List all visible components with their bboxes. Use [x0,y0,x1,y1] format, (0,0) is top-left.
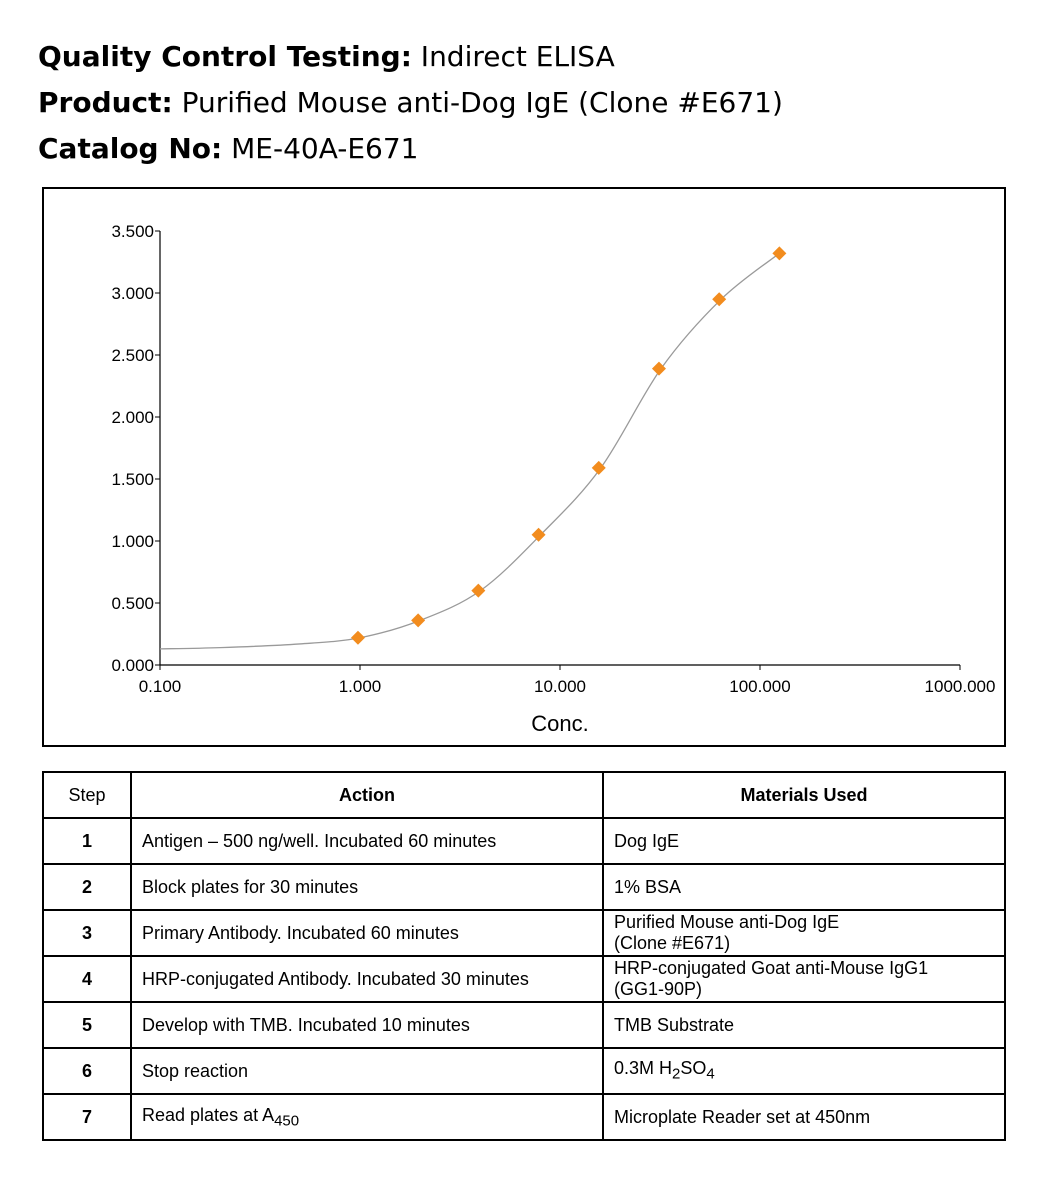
materials-cell [603,818,1005,864]
action-cell: Primary Antibody. Incubated 60 minutes [131,910,603,956]
materials-text: HRP-conjugated Goat anti-Mouse IgG1 [614,958,929,978]
table-row [43,1094,1005,1140]
action-text: Read plates at A [142,1104,275,1125]
materials-text: Purified Mouse anti-Dog IgE [614,912,840,932]
data-point [772,246,786,260]
x-tick-label: 0.100 [138,677,182,696]
table-row [43,864,1005,910]
materials-text-2: (GG1-90P) [614,979,703,999]
y-tick-label: 2.000 [111,408,154,427]
materials-text-2: SO [680,1057,707,1078]
materials-text: 1% BSA [614,876,682,897]
y-tick-label: 0.500 [111,594,154,613]
action-header: Action [131,772,603,818]
action-cell: HRP-conjugated Antibody. Incubated 30 minutes [131,956,603,1002]
action-subscript: 450 [274,1112,300,1130]
subscript-2: 4 [706,1065,715,1083]
y-tick-label: 3.000 [111,284,154,303]
table-row [43,1048,1005,1094]
fit-curve [160,253,779,649]
x-tick-label: 1000.000 [924,677,996,696]
step-cell: 2 [43,864,131,910]
protocol-table [42,771,1006,1141]
testing-label: Quality Control Testing: [38,40,412,73]
table-row [43,956,1005,1002]
catalog-label: Catalog No: [38,132,223,165]
materials-cell [603,1048,1005,1094]
x-tick-label: 1.000 [338,677,382,696]
chart-svg [44,189,1004,745]
table-row [43,1002,1005,1048]
y-tick-label: 1.000 [111,532,154,551]
data-point [712,292,726,306]
y-tick-label: 3.500 [111,222,154,241]
materials-cell [603,910,1005,956]
data-point [411,613,425,627]
materials-cell [603,1094,1005,1140]
y-tick-label: 0.000 [111,656,154,675]
y-tick-label: 1.500 [111,470,154,489]
table-header-row [43,772,1005,818]
step-cell: 6 [43,1048,131,1094]
action-cell: Antigen – 500 ng/well. Incubated 60 minutes [131,818,603,864]
x-tick-label: 100.000 [729,677,791,696]
step-cell: 3 [43,910,131,956]
x-tick-label: 10.000 [534,677,586,696]
x-axis-title: Conc. [531,711,589,736]
materials-cell [603,1002,1005,1048]
action-cell [131,1094,603,1140]
step-cell: 7 [43,1094,131,1140]
y-tick-label: 2.500 [111,346,154,365]
materials-text: 0.3M H [614,1057,673,1078]
step-cell: 4 [43,956,131,1002]
step-header: Step [43,772,131,818]
table-row [43,910,1005,956]
data-point [532,528,546,542]
materials-text: Dog IgE [614,830,680,851]
table-row [43,818,1005,864]
catalog-value: ME-40A-E671 [222,132,419,165]
materials-cell [603,956,1005,1002]
testing-line [38,34,783,80]
product-line [38,80,783,126]
data-point [351,631,365,645]
materials-cell [603,864,1005,910]
step-cell: 1 [43,818,131,864]
catalog-line [38,126,783,172]
product-value: Purified Mouse anti-Dog IgE (Clone #E671) [172,86,783,119]
materials-text-2: (Clone #E671) [614,933,731,953]
materials-text: TMB Substrate [614,1014,735,1035]
materials-header: Materials Used [603,772,1005,818]
step-cell: 5 [43,1002,131,1048]
action-cell: Develop with TMB. Incubated 10 minutes [131,1002,603,1048]
testing-value: Indirect ELISA [411,40,615,73]
header [38,34,783,172]
product-label: Product: [38,86,173,119]
elisa-chart [42,187,1006,747]
action-cell: Block plates for 30 minutes [131,864,603,910]
materials-text: Microplate Reader set at 450nm [614,1106,871,1127]
subscript: 2 [672,1065,681,1083]
action-cell: Stop reaction [131,1048,603,1094]
